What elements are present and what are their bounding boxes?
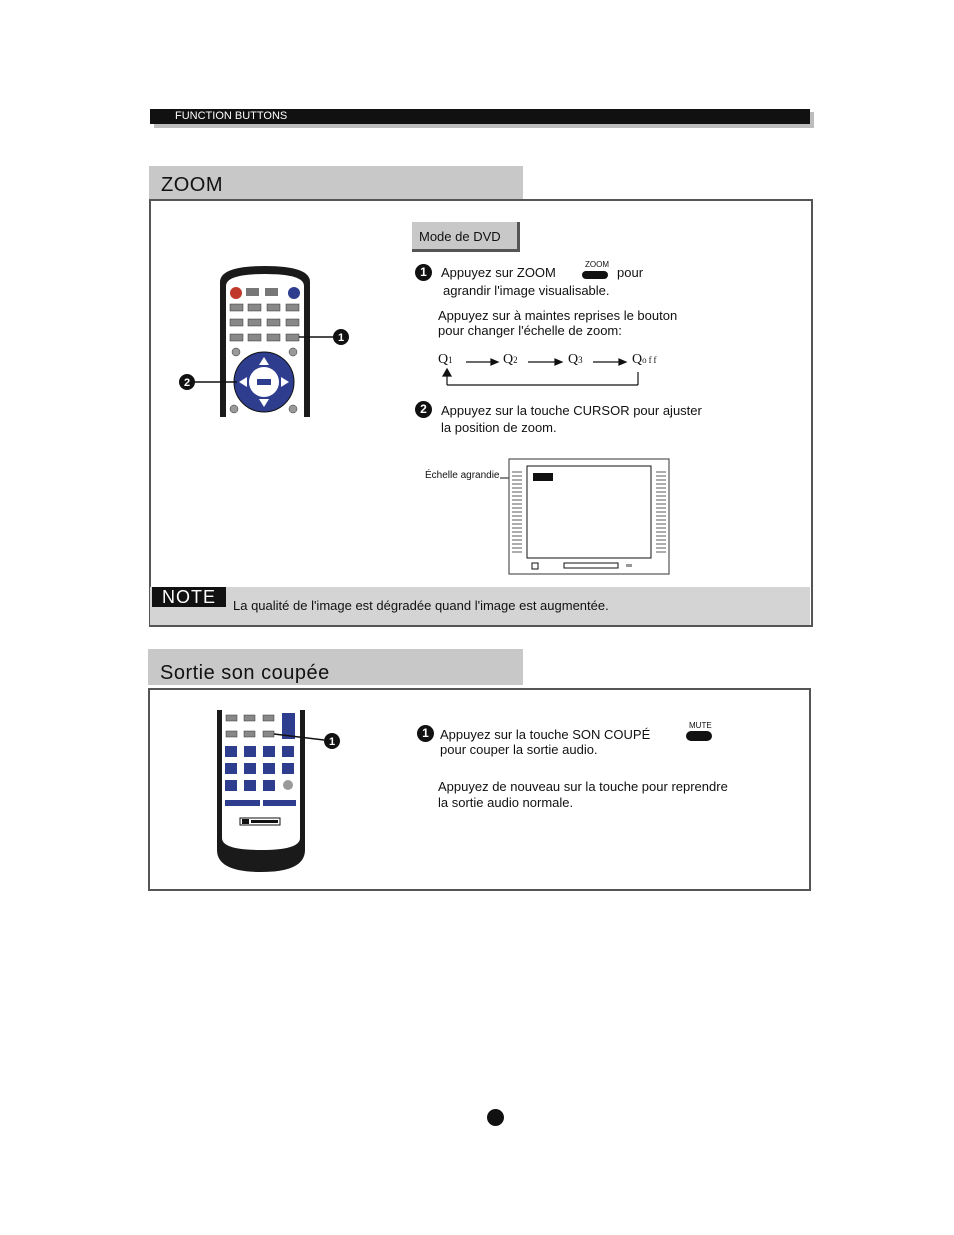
zoom-step1-text-b: pour xyxy=(617,265,644,280)
q3-sub: 3 xyxy=(578,355,583,365)
section-header: FUNCTION BUTTONS xyxy=(150,109,810,124)
tv-screen-illustration xyxy=(470,458,672,578)
q2-label: Q xyxy=(503,352,514,367)
zoom-step2-line1: Appuyez sur la touche CURSOR pour ajuster xyxy=(441,403,702,418)
mute-button-icon xyxy=(686,731,712,741)
zoom-button-icon xyxy=(582,271,608,279)
note-label: NOTE xyxy=(152,587,226,607)
q3-label: Q xyxy=(568,352,579,367)
remote-control-mute-illustration xyxy=(214,710,354,874)
mute-step1-text-a: Appuyez sur la touche SON COUPÉ xyxy=(440,727,651,742)
svg-text:1: 1 xyxy=(337,332,345,344)
zoom-sequence-arrows xyxy=(438,352,678,392)
zoom-repeat-line2: pour changer l'échelle de zoom: xyxy=(438,323,622,338)
scale-label: Échelle agrandie xyxy=(425,470,500,481)
q1-sub: 1 xyxy=(448,355,453,365)
zoom-scale-sequence xyxy=(438,352,678,392)
mute-resume-line2: la sortie audio normale. xyxy=(438,795,574,810)
q2-sub: 2 xyxy=(513,355,518,365)
page-number-marker xyxy=(487,1109,504,1126)
zoom-step1-text-c: agrandir l'image visualisable. xyxy=(443,283,610,298)
dvd-mode-label: Mode de DVD xyxy=(412,222,520,252)
zoom-repeat-line1: Appuyez sur à maintes reprises le bouton xyxy=(438,308,678,323)
svg-text:2: 2 xyxy=(183,377,191,389)
mute-step1-text-b: pour couper la sortie audio. xyxy=(440,742,598,757)
mute-button-label: MUTE xyxy=(689,721,712,730)
qoff-label: Q xyxy=(632,352,643,367)
step-2-marker: 2 xyxy=(415,401,432,418)
zoom-section-title: ZOOM xyxy=(149,166,523,200)
zoom-step2-line2: la position de zoom. xyxy=(441,420,557,435)
zoom-button-label: ZOOM xyxy=(585,260,609,269)
svg-text:1: 1 xyxy=(328,736,336,748)
remote-control-zoom-illustration xyxy=(175,262,355,422)
note-text: La qualité de l'image est dégradée quand l'image est augmentée. xyxy=(233,598,609,613)
qoff-sub: off xyxy=(642,355,659,365)
mute-section-title: Sortie son coupée xyxy=(148,649,523,685)
zoom-step1-text-a: Appuyez sur ZOOM xyxy=(441,265,556,280)
step-1-marker: 1 xyxy=(415,264,432,281)
mute-resume-line1: Appuyez de nouveau sur la touche pour reprendre xyxy=(438,779,728,794)
mute-step-1-marker: 1 xyxy=(417,725,434,742)
q1-label: Q xyxy=(438,352,449,367)
